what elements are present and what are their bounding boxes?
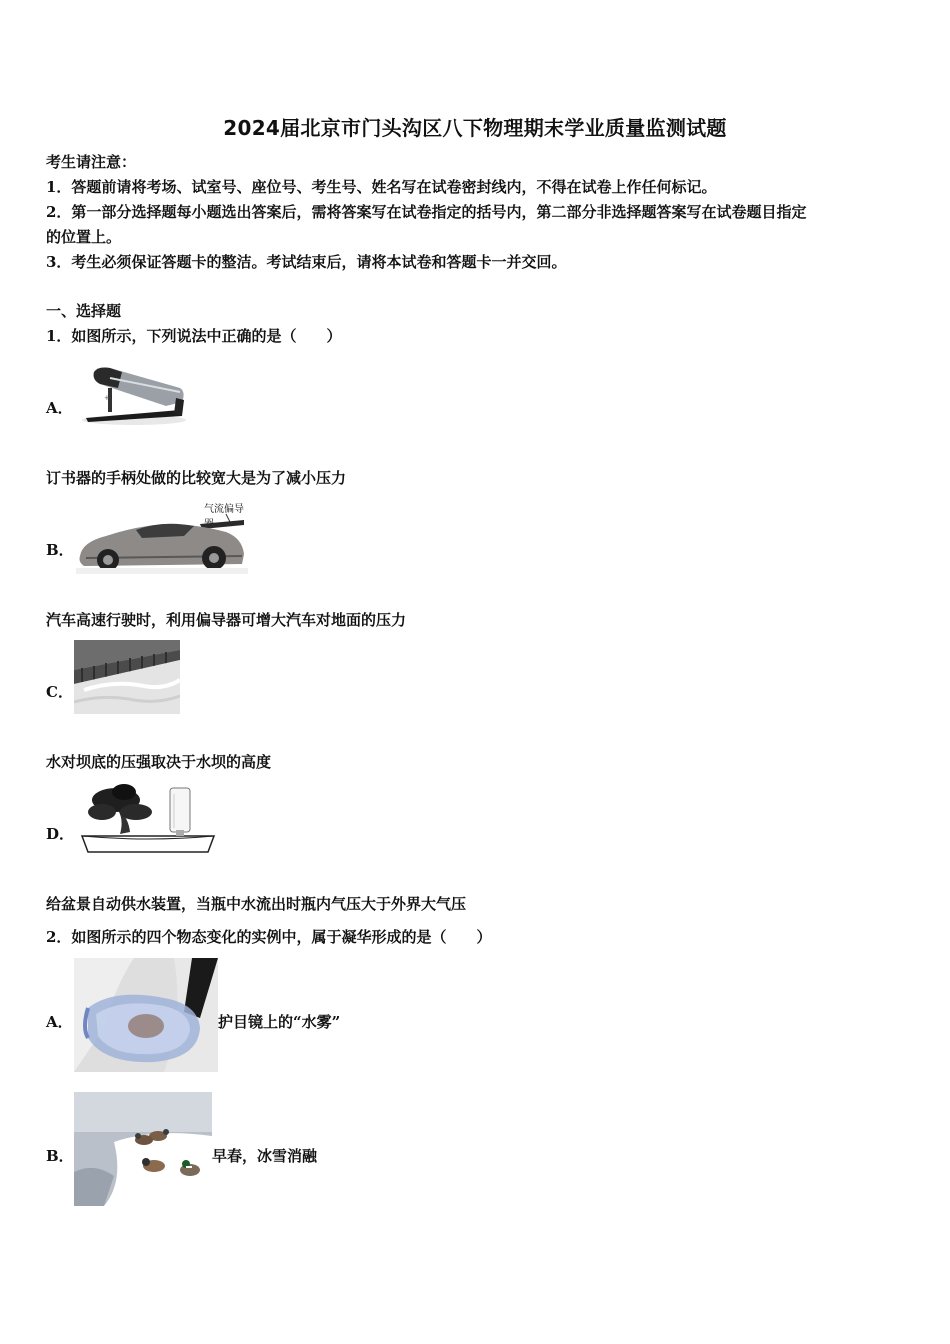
goggles-image [74, 958, 218, 1072]
notice-item-3: 3．考生必须保证答题卡的整洁。考试结束后，请将本试卷和答题卡一并交回。 [46, 253, 567, 271]
q2-option-a-letter: A． [46, 1013, 73, 1031]
q1-option-d-letter: D． [46, 825, 75, 843]
ducks-on-ice-image [74, 1092, 212, 1206]
q2-option-a-text: 护目镜上的“水雾” [218, 1013, 341, 1031]
section-heading: 一、选择题 [46, 302, 122, 320]
q1-option-b-letter: B． [46, 541, 74, 559]
notice-item-2-cont: 的位置上。 [46, 228, 122, 246]
q1-option-a-letter: A． [46, 399, 73, 417]
q1-option-c-letter: C． [46, 683, 73, 701]
q1-option-a-text: 订书器的手柄处做的比较宽大是为了减小压力 [46, 469, 347, 487]
q1-option-d-text: 给盆景自动供水装置，当瓶中水流出时瓶内气压大于外界大气压 [46, 895, 467, 913]
q1-stem: 1．如图所示，下列说法中正确的是（ ） [46, 327, 342, 345]
notice-item-2: 2．第一部分选择题每小题选出答案后，需将答案写在试卷指定的括号内，第二部分非选择题答案写在试卷题目指定 [46, 203, 807, 221]
page-title: 2024届北京市门头沟区八下物理期末学业质量监测试题 [223, 116, 727, 140]
q2-option-b-letter: B． [46, 1147, 74, 1165]
notice-item-1: 1．答题前请将考场、试室号、座位号、考生号、姓名写在试卷密封线内，不得在试卷上作任何标记。 [46, 178, 717, 196]
notice-heading: 考生请注意： [46, 153, 137, 171]
q2-stem: 2．如图所示的四个物态变化的实例中，属于凝华形成的是（ ） [46, 928, 492, 946]
q1-option-b-text: 汽车高速行驶时，利用偏导器可增大汽车对地面的压力 [46, 611, 407, 629]
dam-image [74, 640, 180, 714]
car-spoiler-image [76, 498, 248, 574]
stapler-image [80, 362, 188, 426]
q1-option-c-text: 水对坝底的压强取决于水坝的高度 [46, 753, 272, 771]
svg-text:+: + [104, 394, 110, 402]
q2-option-b-text: 早春，冰雪消融 [212, 1147, 318, 1165]
bonsai-water-supply-image [80, 780, 216, 858]
spoiler-caption: 气流偏导 [204, 504, 244, 515]
